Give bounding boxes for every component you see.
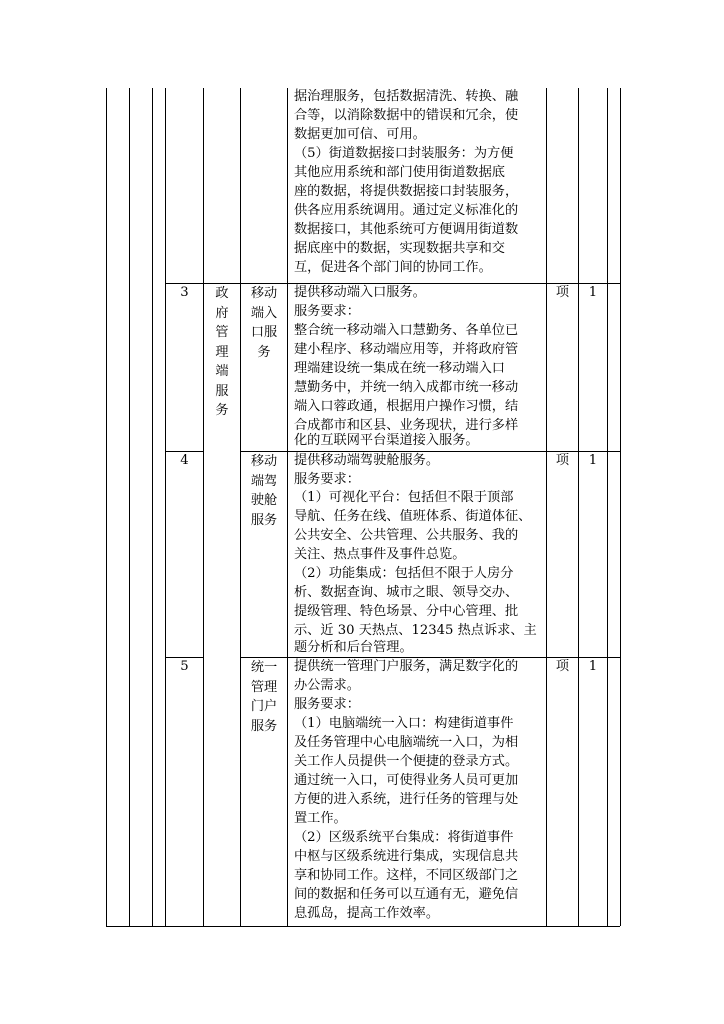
content-line: 析、数据查询、城市之眼、领导交办、 [294,585,519,600]
content-line: 据底座中的数据，实现数据共享和交 [294,241,505,256]
content-line: 服务要求： [294,697,360,712]
content-line: 享和协同工作。这样，不同区级部门之 [294,868,519,883]
content-line: 间的数据和任务可以互通有无，避免信 [294,887,519,902]
content-line: 服务要求： [294,304,360,319]
category-label: 政府管理端服务 [215,286,229,418]
content-line: 合等，以消除数据中的错误和冗余，使 [294,108,519,123]
content-line: （5）街道数据接口封装服务：为方便 [294,146,514,161]
content-line: 提供移动端入口服务。 [294,285,426,300]
content-line: 慧勤务中，并统一纳入成都市统一移动 [294,380,519,395]
content-line: 建小程序、移动端应用等，并将政府管 [294,342,519,357]
quantity: 1 [588,285,598,300]
content-line: 供各应用系统调用。通过定义标准化的 [294,203,519,218]
content-line: 题分析和后台管理。 [294,640,413,655]
content-line: 置工作。 [294,811,347,826]
quantity: 1 [588,453,598,468]
unit: 项 [555,285,570,300]
service-name: 移动端入口服务 [250,286,278,360]
content-line: 中枢与区级系统进行集成，实现信息共 [294,849,519,864]
content-line: 据治理服务，包括数据清洗、转换、融 [294,89,519,104]
content-line: 数据更加可信、可用。 [294,127,426,142]
content-line: 提级管理、特色场景、分中心管理、批 [294,604,519,619]
content-line: 整合统一移动端入口慧勤务、各单位已 [294,323,519,338]
content-line: 端入口蓉政通，根据用户操作习惯，结 [294,399,519,414]
content-line: 提供统一管理门户服务，满足数字化的 [294,659,519,674]
content-line: 理端建设统一集成在统一移动端入口 [294,361,505,376]
unit: 项 [555,659,570,674]
content-line: 息孤岛，提高工作效率。 [294,906,440,921]
service-name: 移动端驾驶舱服务 [250,454,278,528]
content-line: 合成都市和区县、业务现状，进行多样 [294,418,519,433]
row-number: 5 [180,659,189,674]
content-line: 通过统一入口，可使得业务人员可更加 [294,773,519,788]
content-line: （1）电脑端统一入口：构建街道事件 [294,716,514,731]
row-number: 4 [180,453,189,468]
row-number: 3 [180,285,189,300]
content-line: 数据接口，其他系统可方便调用街道数 [294,222,519,237]
quantity: 1 [588,659,598,674]
content-line: 服务要求： [294,472,360,487]
content-line: 示、近 30 天热点、12345 热点诉求、主 [294,623,537,638]
content-line: 关工作人员提供一个便捷的登录方式。 [294,754,519,769]
content-line: （2）功能集成：包括但不限于人房分 [294,566,514,581]
content-line: 提供移动端驾驶舱服务。 [294,453,440,468]
unit: 项 [555,453,570,468]
content-line: 导航、任务在线、值班体系、街道体征、 [294,509,532,524]
content-line: （1）可视化平台：包括但不限于顶部 [294,490,514,505]
content-line: （2）区级系统平台集成：将街道事件 [294,830,514,845]
content-line: 座的数据，将提供数据接口封装服务， [294,184,519,199]
content-line: 公共安全、公共管理、公共服务、我的 [294,528,519,543]
content-line: 化的互联网平台渠道接入服务。 [294,433,479,448]
content-line: 其他应用系统和部门使用街道数据底 [294,165,505,180]
service-name: 统一管理门户服务 [250,660,278,734]
content-line: 互，促进各个部门间的协同工作。 [294,260,492,275]
content-line: 办公需求。 [294,678,360,693]
content-line: 及任务管理中心电脑端统一入口，为相 [294,735,519,750]
content-line: 关注、热点事件及事件总览。 [294,547,466,562]
content-line: 方便的进入系统，进行任务的管理与处 [294,792,519,807]
